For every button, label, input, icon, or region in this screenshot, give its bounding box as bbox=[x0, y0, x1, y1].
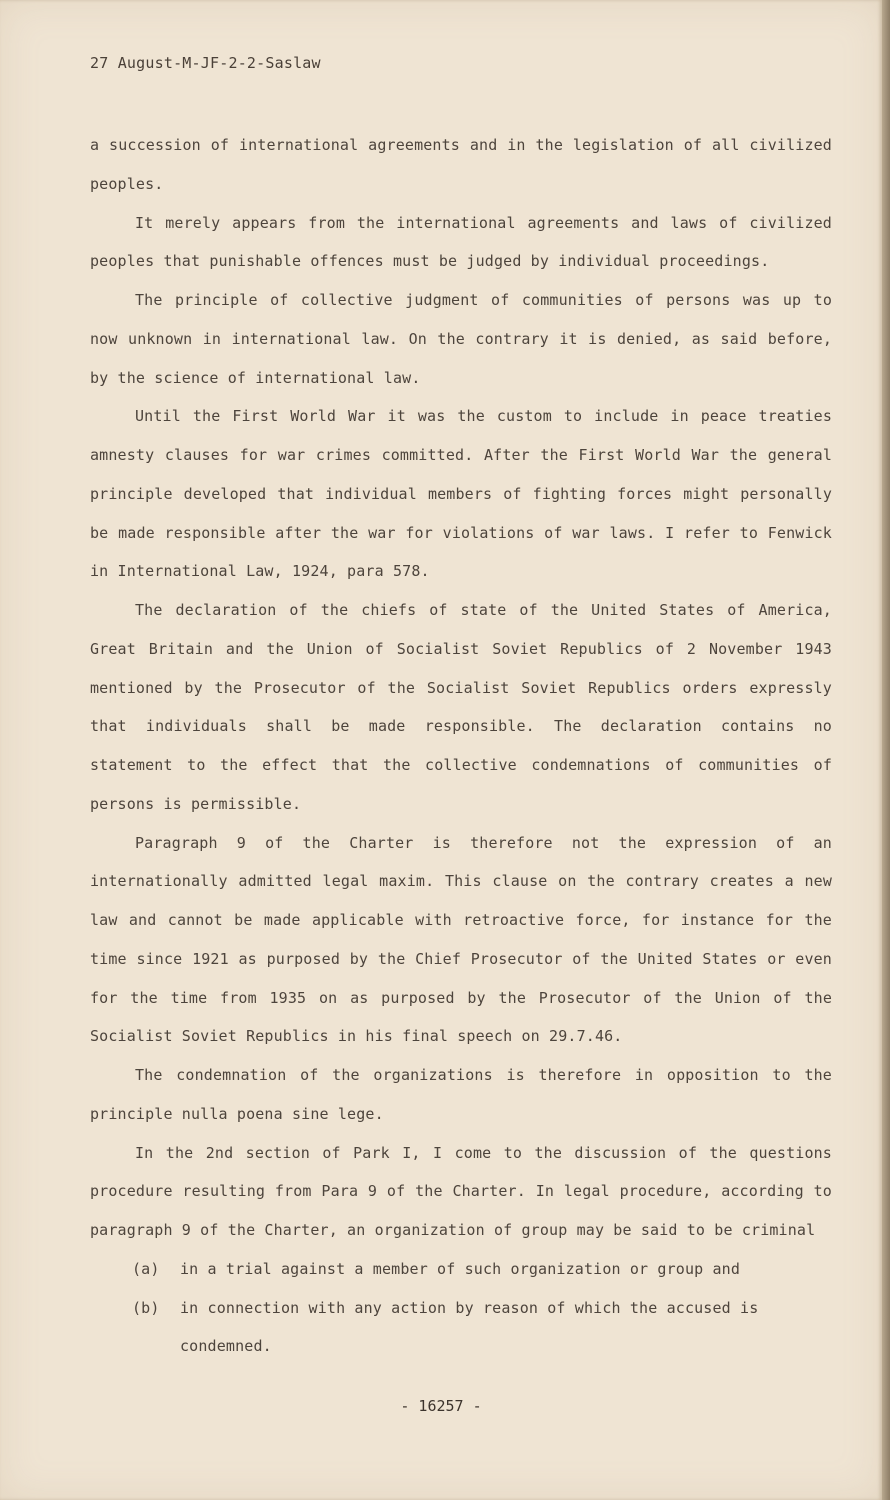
list-item-a bbox=[90, 1250, 832, 1289]
paragraph-6: Paragraph 9 of the Charter is therefore not the expression of an internationally admitted legal maxim. This clause on the contrary creates a new law and cannot be made applicable with retroactive force, for instance for the time since 1921 as purposed by the Chief Prosecutor of the United States or even for the time from 1935 on as purposed by the Prosecutor of the Union of the Socialist Soviet Republics in his final speech on 29.7.46. bbox=[90, 833, 832, 1046]
list-text-b: in connection with any action by reason of which the accused is condemned. bbox=[180, 1298, 759, 1356]
list-item-b bbox=[90, 1289, 832, 1367]
list-marker-a: (a) bbox=[132, 1259, 160, 1278]
paragraph-7: The condemnation of the organizations is therefore in opposition to the principle nulla poena sine lege. bbox=[90, 1066, 832, 1123]
paragraph-3: The principle of collective judgment of communities of persons was up to now unknown in international law. On the contrary it is denied, as said before, by the science of international law. bbox=[90, 291, 832, 387]
document-body bbox=[90, 126, 832, 1366]
paragraph-2: It merely appears from the international agreements and laws of civilized peoples that punishable offences must be judged by individual proceedings. bbox=[90, 213, 832, 271]
list-text-a: in a trial against a member of such organization or group and bbox=[180, 1259, 741, 1278]
page-header: 27 August-M-JF-2-2-Saslaw bbox=[90, 54, 321, 72]
paragraph-8: In the 2nd section of Park I, I come to the discussion of the questions procedure resulting from Para 9 of the Charter. In legal procedure, according to paragraph 9 of the Charter, an organization of group may be said to be criminal bbox=[90, 1143, 832, 1239]
page-edge bbox=[882, 0, 890, 1500]
paragraph-5: The declaration of the chiefs of state of the United States of America, Great Britain and the Union of Socialist Soviet Republics of 2 November 1943 mentioned by the Prosecutor of the Socialist Soviet Republics orders expressly that individuals shall be made responsible. The declaration contains no statement to the effect that the collective condemnations of communities of persons is permissible. bbox=[90, 601, 832, 813]
page-number: - 16257 - bbox=[400, 1397, 482, 1415]
paragraph-4: Until the First World War it was the custom to include in peace treaties amnesty clauses for war crimes committed. After the First World War the general principle developed that individual members of fighting forces might personally be made responsible after the war for violations of war laws. I refer to Fenwick in International Law, 1924, para 578. bbox=[90, 407, 832, 581]
list-marker-b: (b) bbox=[132, 1298, 160, 1317]
paragraph-1: a succession of international agreements and in the legislation of all civilized peoples. bbox=[90, 136, 832, 193]
